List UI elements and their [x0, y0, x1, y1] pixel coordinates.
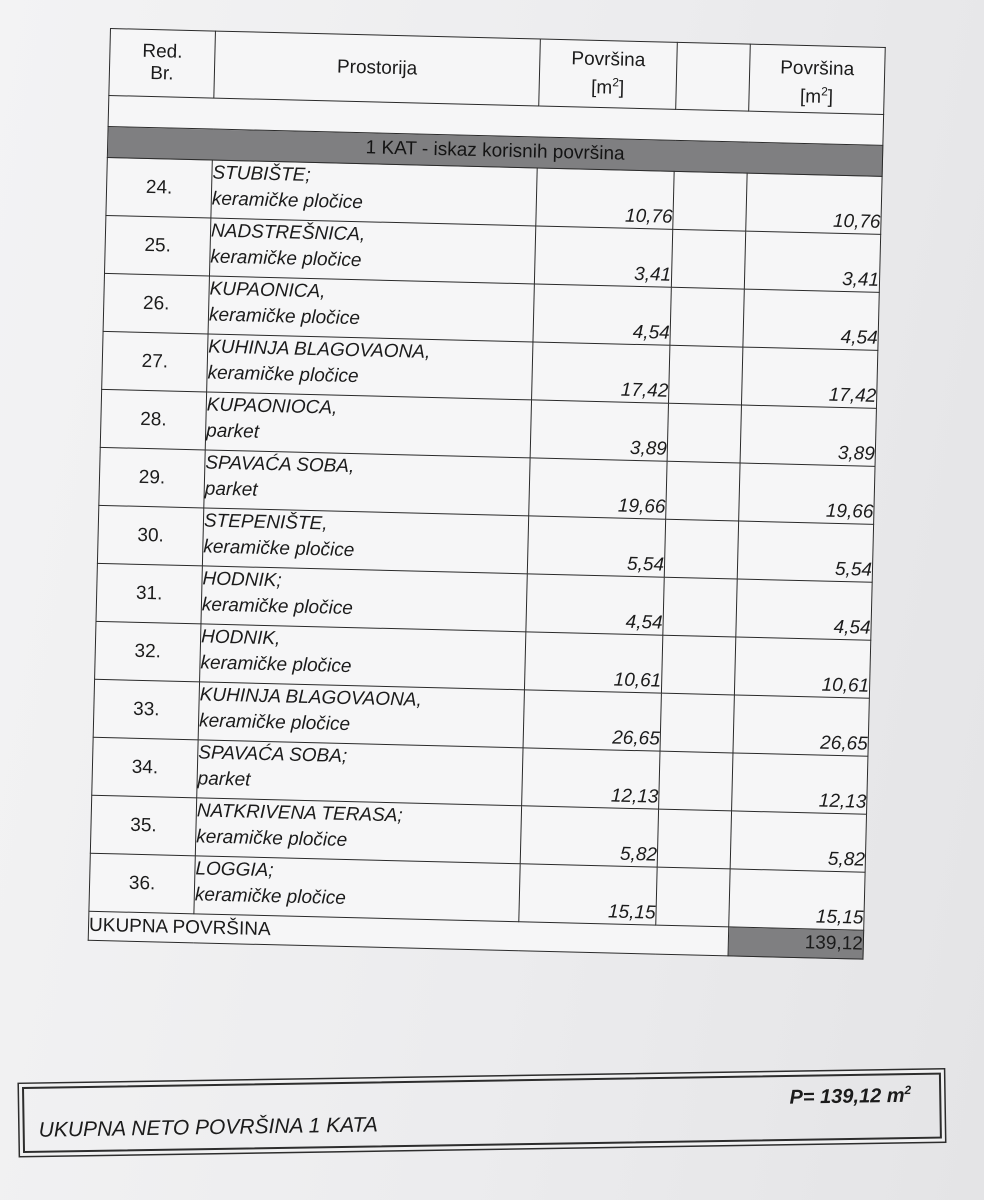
- row-number: 26.: [103, 273, 209, 334]
- unit-close: ]: [618, 77, 625, 99]
- room-name: KUHINJA BLAGOVAONA,: [207, 336, 431, 363]
- room-finish: keramičke pločice: [203, 536, 355, 562]
- area-value-2: 15,15: [729, 869, 865, 930]
- room-finish: parket: [204, 478, 258, 501]
- room-name: STUBIŠTE;: [212, 162, 311, 186]
- area-value-1: 3,41: [534, 226, 672, 287]
- room-finish: keramičke pločice: [198, 710, 351, 736]
- summary-value-exponent: 2: [904, 1083, 912, 1098]
- room-cell: [209, 218, 535, 284]
- area-value-1: 4,54: [533, 284, 671, 345]
- room-cell: [207, 334, 533, 400]
- area-value-2: 3,41: [744, 231, 880, 292]
- header-area-1: [539, 39, 678, 109]
- area-value-1: 15,15: [519, 864, 657, 925]
- room-finish: keramičke pločice: [200, 652, 352, 678]
- blank-cell: [670, 287, 744, 347]
- room-finish: keramičke pločice: [196, 826, 348, 852]
- room-finish: keramičke pločice: [211, 188, 364, 214]
- row-number: 24.: [106, 157, 212, 218]
- room-finish: keramičke pločice: [207, 362, 359, 388]
- area-value-2: 5,82: [730, 811, 866, 872]
- row-number: 25.: [105, 215, 211, 276]
- room-finish: parket: [197, 768, 251, 791]
- room-name: KUPAONIOCA,: [206, 394, 338, 419]
- unit-base: [m: [799, 85, 822, 108]
- blank-cell: [656, 867, 730, 927]
- room-cell: [211, 160, 537, 226]
- area-value-2: 4,54: [736, 579, 872, 640]
- blank-cell: [661, 635, 735, 695]
- room-name: NATKRIVENA TERASA;: [196, 800, 403, 827]
- area-value-2: 5,54: [737, 521, 873, 582]
- summary-label: UKUPNA NETO POVRŠINA 1 KATA: [38, 1113, 379, 1142]
- row-number: 28.: [100, 389, 206, 450]
- area-value-2: 12,13: [732, 753, 868, 814]
- area-value-1: 5,82: [520, 806, 658, 867]
- room-finish: keramičke pločice: [210, 246, 362, 272]
- room-cell: [197, 740, 523, 806]
- room-name: HODNIK,: [200, 626, 281, 650]
- room-cell: [194, 856, 520, 922]
- unit-close: ]: [827, 86, 834, 108]
- header-room: Prostorija: [214, 31, 541, 106]
- blank-cell: [657, 809, 731, 869]
- room-cell: [202, 508, 528, 574]
- header-area-2-label: Površina: [780, 57, 855, 80]
- room-name: SPAVAĆA SOBA;: [198, 742, 348, 768]
- row-number: 33.: [93, 679, 199, 740]
- room-finish: keramičke pločice: [194, 884, 347, 910]
- row-number: 34.: [92, 737, 198, 798]
- total-label: UKUPNA POVRŠINA: [88, 911, 729, 956]
- header-area-1-label: Površina: [571, 48, 646, 71]
- area-value-1: 4,54: [526, 574, 664, 635]
- area-value-2: 10,76: [746, 173, 882, 234]
- row-number: 35.: [90, 795, 196, 856]
- room-finish: parket: [205, 420, 260, 443]
- blank-cell: [659, 751, 733, 811]
- header-row-number-line1: Red.: [142, 40, 183, 63]
- blank-cell: [671, 229, 745, 289]
- room-name: SPAVAĆA SOBA,: [205, 452, 355, 478]
- blank-cell: [666, 461, 740, 521]
- summary-value-text: P= 139,12 m: [789, 1084, 905, 1109]
- area-value-2: 26,65: [733, 695, 869, 756]
- blank-cell: [668, 345, 742, 405]
- room-cell: [208, 276, 534, 342]
- area-value-2: 4,54: [743, 289, 879, 350]
- blank-cell: [667, 403, 741, 463]
- area-table: [88, 28, 886, 960]
- room-name: KUPAONICA,: [209, 278, 326, 303]
- header-row-number: [109, 29, 216, 99]
- blank-cell: [673, 171, 747, 231]
- section-title: 1 KAT - iskaz korisnih površina: [107, 126, 883, 176]
- room-finish: keramičke pločice: [201, 594, 354, 620]
- room-finish: keramičke pločice: [208, 304, 361, 330]
- room-cell: [204, 450, 530, 516]
- room-name: LOGGIA;: [195, 858, 274, 882]
- blank-cell: [664, 519, 738, 579]
- header-blank: [676, 42, 751, 111]
- blank-cell: [663, 577, 737, 637]
- area-table-container: [88, 28, 885, 960]
- row-number: 36.: [89, 853, 195, 914]
- area-value-2: 17,42: [741, 347, 877, 408]
- room-cell: [198, 682, 524, 748]
- row-number: 30.: [97, 505, 203, 566]
- header-row-number-line2: Br.: [150, 63, 174, 85]
- area-value-1: 3,89: [530, 400, 668, 461]
- summary-box: [22, 1073, 942, 1153]
- header-area-2: [749, 44, 886, 114]
- area-value-1: 12,13: [522, 748, 660, 809]
- area-value-1: 5,54: [527, 516, 665, 577]
- row-number: 31.: [96, 563, 202, 624]
- room-cell: [195, 798, 521, 864]
- area-value-1: 19,66: [529, 458, 667, 519]
- room-name: KUHINJA BLAGOVAONA,: [199, 684, 423, 711]
- room-name: NADSTREŠNICA,: [210, 220, 366, 246]
- total-value: 139,12: [728, 927, 864, 959]
- room-cell: [205, 392, 531, 458]
- row-number: 32.: [95, 621, 201, 682]
- row-number: 29.: [99, 447, 205, 508]
- row-number: 27.: [102, 331, 208, 392]
- unit-exponent: 2: [612, 75, 620, 90]
- blank-cell: [660, 693, 734, 753]
- area-value-1: 10,76: [536, 168, 674, 229]
- unit-base: [m: [590, 76, 613, 99]
- area-value-1: 17,42: [532, 342, 670, 403]
- room-cell: [201, 566, 527, 632]
- room-name: STEPENIŠTE,: [203, 510, 328, 535]
- summary-value: [789, 1083, 911, 1110]
- area-value-2: 3,89: [740, 405, 876, 466]
- area-value-1: 26,65: [523, 690, 661, 751]
- room-cell: [200, 624, 526, 690]
- area-value-2: 10,61: [734, 637, 870, 698]
- room-name: HODNIK;: [202, 568, 282, 592]
- unit-exponent: 2: [821, 84, 829, 99]
- area-value-2: 19,66: [739, 463, 875, 524]
- area-value-1: 10,61: [524, 632, 662, 693]
